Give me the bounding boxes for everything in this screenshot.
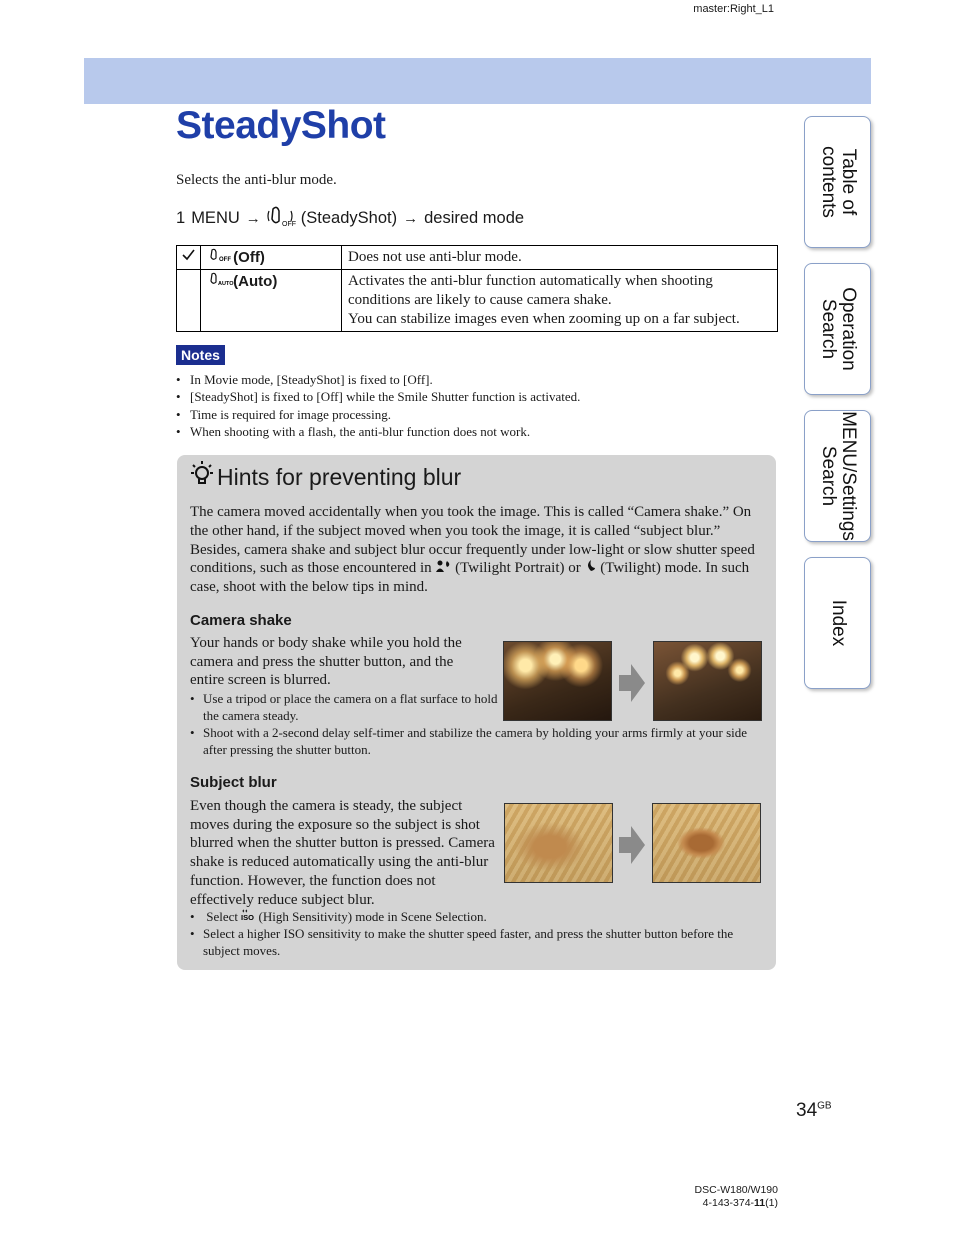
subject-blur-tips [190, 908, 760, 959]
twilight-icon [584, 560, 596, 576]
list-item: • Shoot with a 2-second delay self-timer and stabilize the camera by holding your arms firmly at your side after pressing the shutter button. [190, 724, 750, 758]
tab-index[interactable] [804, 557, 871, 689]
twilight-portrait-icon [435, 560, 451, 576]
subject-blur-blurred-photo [504, 803, 613, 883]
tab-label: Table of contents [817, 146, 859, 218]
tab-label: Operation Search [817, 287, 859, 371]
camera-shake-text: Your hands or body shake while you hold the camera and press the shutter button, and the entire screen is blurred. [190, 635, 462, 689]
default-check-icon [177, 246, 201, 270]
arrow-2: → [403, 210, 419, 227]
list-item: • [SteadyShot] is fixed to [Off] while the Smile Shutter function is activated. [176, 388, 580, 405]
step-item: (SteadyShot) [300, 209, 398, 227]
step-menu: MENU [191, 209, 240, 227]
camera-shake-heading: Camera shake [190, 612, 292, 629]
hints-text-2: (Twilight Portrait) or [455, 560, 581, 577]
mode-label: (Auto) [233, 273, 278, 290]
tab-operation-search[interactable] [804, 263, 871, 395]
hints-paragraph [190, 503, 765, 597]
mode-description: Activates the anti-blur function automatically when shooting conditions are likely to cause camera shake. You can stabilize images even when zooming up on a far subject. [342, 270, 778, 332]
subject-blur-text: Even though the camera is steady, the subject moves during the exposure so the subject is shot blurred when the shutter button is pressed. Camera shake is reduced automatically using the anti-blur function. However, the function does not effectively reduce subject blur. [190, 798, 495, 908]
steadyshot-auto-icon [207, 273, 234, 290]
tip-text: (High Sensitivity) mode in Scene Selection. [258, 909, 487, 924]
list-item: • Time is required for image processing. [176, 406, 580, 423]
tip-text: Select [206, 909, 239, 924]
table-row [177, 270, 778, 332]
mode-description: Does not use anti-blur mode. [342, 246, 778, 270]
lightbulb-icon [190, 460, 214, 494]
menu-step [176, 205, 524, 232]
model-name: DSC-W180/W190 [694, 1184, 778, 1196]
steadyshot-off-icon [207, 249, 229, 266]
arrow-right-icon [619, 826, 645, 864]
step-target: desired mode [424, 209, 525, 227]
tab-menu-settings-search[interactable] [804, 410, 871, 542]
notes-list [176, 371, 580, 440]
hints-text-3: (Twilight) mode. In such case, shoot with the below tips in mind. [190, 560, 750, 596]
page-number: $34^{GB}$ [796, 1100, 832, 1121]
svg-text:OFF: OFF [219, 257, 231, 263]
modes-table [176, 245, 778, 332]
list-item: • When shooting with a flash, the anti-blur function does not work. [176, 423, 580, 440]
hints-title: Hints for preventing blur [217, 463, 462, 490]
camera-shake-tips [190, 690, 750, 758]
top-band [84, 58, 871, 104]
list-item: • Select a higher ISO sensitivity to make the shutter speed faster, and press the shutter button before the subject moves. [190, 925, 760, 959]
footer-model [695, 1184, 778, 1210]
subject-blur-heading: Subject blur [190, 774, 277, 791]
intro-text: Selects the anti-blur mode. [176, 172, 337, 188]
table-row [177, 246, 778, 270]
tab-table-of-contents[interactable] [804, 116, 871, 248]
step-number: 1 [176, 209, 186, 227]
tab-label: Index [827, 599, 849, 647]
arrow-1: → [245, 210, 261, 227]
steadyshot-icon [267, 205, 295, 232]
list-item: • Use a tripod or place the camera on a flat surface to hold the camera steady. [190, 690, 503, 724]
list-item [190, 908, 760, 925]
list-item: • In Movie mode, [SteadyShot] is fixed to [Off]. [176, 371, 580, 388]
svg-text:OFF: OFF [281, 221, 296, 228]
hints-text-1: The camera moved accidentally when you took the image. This is called “Camera shake.” On the other hand, if the subject moved when you took the image, it is called “subject blur.” Besides, camera shake and subject blur occur frequently under low-light or slow shutter speed conditions, such as those encountered in [190, 504, 755, 577]
part-code: 4-143-374-11(1) [702, 1197, 778, 1209]
svg-text:AUTO: AUTO [218, 281, 234, 287]
notes-badge: Notes [176, 345, 225, 365]
page-title: SteadyShot [176, 104, 386, 147]
master-tag: master:Right_L1 [693, 3, 774, 15]
tab-label: MENU/Settings Search [817, 411, 859, 541]
svg-text:ISO: ISO [241, 913, 255, 922]
high-sensitivity-icon [241, 909, 255, 924]
mode-label: (Off) [233, 249, 265, 266]
subject-blur-sharp-photo [652, 803, 761, 883]
hints-heading [190, 460, 461, 494]
